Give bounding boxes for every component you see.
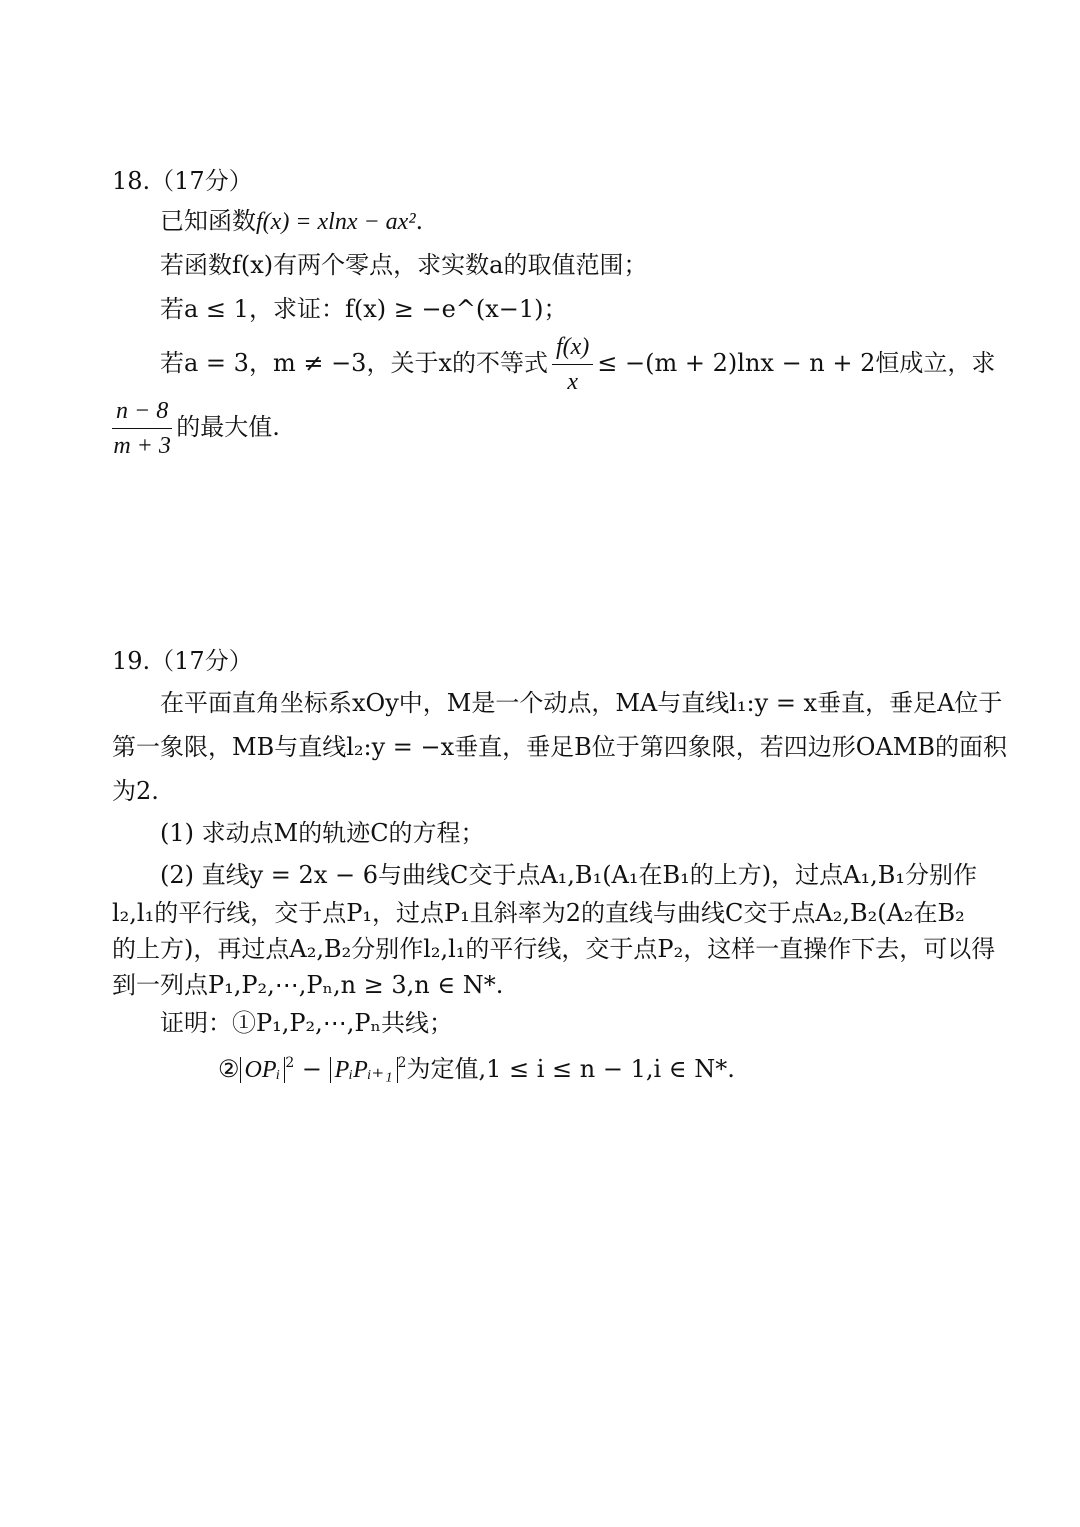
stem-prefix: 已知函数	[160, 207, 256, 235]
question-19-part-2-line-2: l₂,l₁的平行线，交于点P₁，过点P₁且斜率为2的直线与曲线C交于点A₂,B₂(A₂在B₂	[112, 899, 965, 927]
part-3-text-c: 的最大值.	[176, 413, 280, 441]
question-19-part-2-line-1: (2) 直线y = 2x − 6与曲线C交于点A₁,B₁(A₁在B₁的上方)，过点A₁,B₁分别作	[160, 861, 977, 889]
fraction-2-numerator: n − 8	[112, 396, 172, 429]
minus-sign: −	[294, 1055, 330, 1083]
question-19-part-1: (1) 求动点M的轨迹C的方程；	[160, 819, 485, 847]
question-18-part-3	[160, 332, 995, 397]
question-19-proof-line-2	[218, 1048, 735, 1084]
question-19-stem-line-3: 为2.	[112, 777, 159, 805]
part-3-fraction	[552, 332, 593, 397]
stem-suffix: .	[415, 207, 424, 235]
part-3-fraction-2	[112, 396, 172, 461]
fraction-denominator: x	[567, 369, 578, 395]
question-19-header: 19.（17分）	[112, 647, 253, 675]
question-18-header: 18.（17分）	[112, 167, 253, 195]
question-19-stem-line-1: 在平面直角坐标系xOy中，M是一个动点，MA与直线l₁:y = x垂直，垂足A位于	[160, 689, 1003, 717]
question-18-part-2: 若a ≤ 1，求证：f(x) ≥ −e^(x−1)；	[160, 295, 568, 323]
proof-tail: 为定值,1 ≤ i ≤ n − 1,i ∈ N*.	[406, 1055, 735, 1083]
circled-2: ②	[218, 1055, 240, 1083]
question-19-stem-line-2: 第一象限，MB与直线l₂:y = −x垂直，垂足B位于第四象限，若四边形OAMB的面积	[112, 733, 1008, 761]
question-19-part-2-line-3: 的上方)，再过点A₂,B₂分别作l₂,l₁的平行线，交于点P₂，这样一直操作下去，可以得	[112, 935, 996, 963]
abs-op-i: OPᵢ	[240, 1057, 286, 1083]
question-19-part-2-line-4: 到一列点P₁,P₂,⋯,Pₙ,n ≥ 3,n ∈ N*.	[112, 971, 504, 999]
question-18-part-3-continued	[112, 396, 280, 461]
question-18-part-1: 若函数f(x)有两个零点，求实数a的取值范围；	[160, 251, 648, 279]
part-3-text-a: 若a = 3，m ≠ −3，关于x的不等式	[160, 349, 548, 377]
part-3-text-b: ≤ −(m + 2)lnx − n + 2恒成立，求	[597, 349, 996, 377]
question-18-stem	[160, 206, 423, 237]
square-1: 2	[285, 1055, 295, 1071]
abs-pi-pi1: PᵢPᵢ₊₁	[330, 1057, 398, 1083]
stem-formula: f(x) = xlnx − ax²	[256, 209, 416, 235]
square-2: 2	[397, 1055, 407, 1071]
question-19-proof-line-1: 证明：①P₁,P₂,⋯,Pₙ共线；	[160, 1009, 453, 1037]
fraction-numerator: f(x)	[552, 332, 593, 365]
fraction-2-denominator: m + 3	[113, 433, 171, 459]
